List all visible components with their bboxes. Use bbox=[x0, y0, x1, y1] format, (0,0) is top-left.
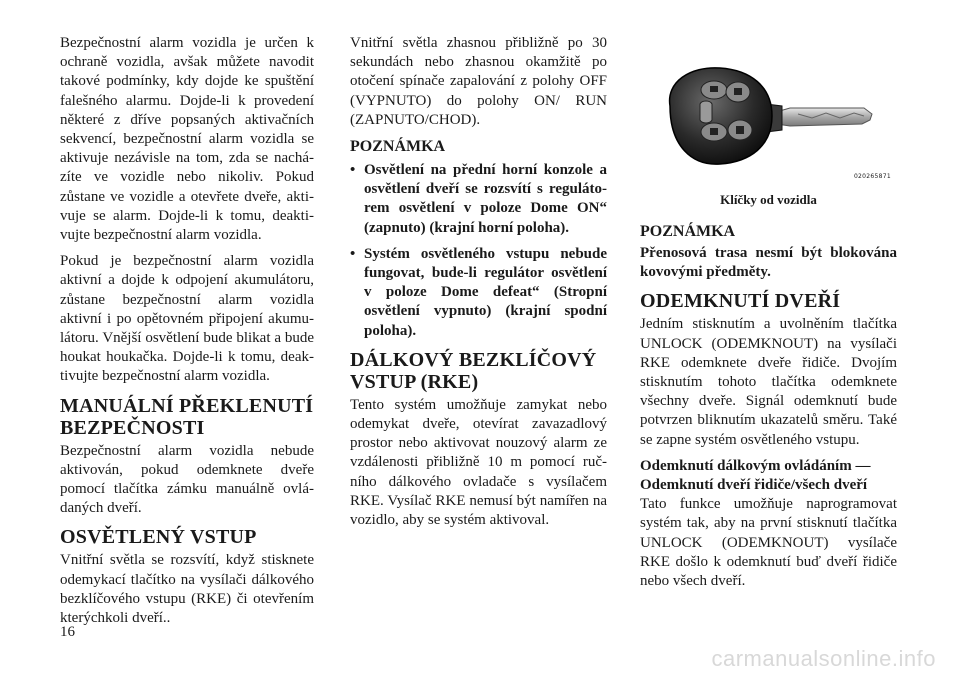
paragraph-false-alarm: Bezpečnostní alarm vozidla je určen k ochraně vozidla, avšak můžete navodit takové podmínky, kdy dojde ke spuštění falešného alarmu. Dojde-li k provedení některé z dříve popsaných aktivačních sekvencí, bezpečnostní alarm vozidla se aktivuje nezávisle na tom, zda se nacházíte ve vozidle nebo nikoliv. Pokud zůstane ve vozidle a otevřete dveře, aktivuje se alarm. Dojde-li k tomu, deaktivujte bezpečnostní alarm vozidla. bbox=[60, 35, 314, 244]
paragraph-battery: Pokud je bezpečnostní alarm vozidla aktivní a dojde k odpojení akumulátoru, zůstane bezpečnostní alarm vozidla aktivní i po opětovném připojení akumulátoru. Vnější osvětlení bude blikat a bude houkat houkačka. Dojde-li k tomu, deaktivujte bezpečnostní alarm vozidla. bbox=[60, 253, 314, 385]
figure-caption: Klíčky od vozidla bbox=[720, 192, 817, 207]
heading-unlock-doors: ODEMKNUTÍ DVEŘÍ bbox=[640, 290, 841, 313]
note-item: • Osvětlení na přední horní konzole a osvětlení dveří se rozsvítí s regulátorem osvětlení v poloze Dome ON“ (zapnuto) (krajní horní poloha). bbox=[350, 161, 607, 238]
subheading-driver-all-doors: Odemknutí dveří řidiče/všech dveří bbox=[640, 477, 868, 494]
note-list bbox=[350, 161, 607, 341]
paragraph-remote-unlock: Tato funkce umožňuje naprogramovat systém tak, aby na první stisknutí tlačítka UNLOCK (ODEMKNOUT) vysílače RKE došlo k odemknutí buď dveří řidiče nebo všech dveří. bbox=[640, 496, 897, 590]
note-item: • Systém osvětleného vstupu nebude fungovat, bude-li regulátor osvětlení v poloze Dome defeat“ (Stropní osvětlení vypnuto) (krajní spodní poloha). bbox=[350, 245, 607, 341]
figure-code: 020265871 bbox=[853, 173, 891, 180]
heading-manual-override: MANUÁLNÍ PŘEKLENUTÍ BEZPEČNOSTI bbox=[60, 394, 314, 439]
key-fob-figure bbox=[640, 46, 897, 186]
note-heading: POZNÁMKA bbox=[640, 223, 736, 240]
column-middle bbox=[350, 34, 607, 537]
note-text: Přenosová trasa nesmí být blokována kovovými předměty. bbox=[640, 245, 897, 281]
key-fob-icon bbox=[640, 46, 897, 186]
paragraph-lights-off: Vnitřní světla zhasnou přibližně po 30 sekundách nebo zhasnou okamžitě po otočení spínače zapalování z polohy OFF (VYPNUTO) do polohy ON/ RUN (ZAPNUTO/CHOD). bbox=[350, 35, 607, 128]
paragraph-unlock-doors: Jedním stisknutím a uvolněním tlačítka UNLOCK (ODEMKNOUT) na vysílači RKE odemknete dveře řidiče. Dvojím stisknutím tohoto tlačítka odemknete všechny dveře. Signál odemknutí bude potvrzen bliknutím ukazatelů směru. Také se zapne systém osvětleného vstupu. bbox=[640, 316, 897, 448]
heading-rke: DÁLKOVÝ BEZKLÍČOVÝ VSTUP (RKE) bbox=[350, 348, 597, 393]
heading-illuminated-entry: OSVĚTLENÝ VSTUP bbox=[60, 526, 257, 549]
column-left bbox=[60, 34, 314, 635]
column-right bbox=[640, 46, 897, 598]
subheading-remote-unlock: Odemknutí dálkovým ovládáním — bbox=[640, 457, 871, 474]
paragraph-rke: Tento systém umožňuje zamykat nebo odemykat dveře, otevírat zavazadlový prostor nebo aktivovat nouzový alarm ze vzdálenosti přibližně 10 m pomocí ručního dálkového ovladače s vysílačem RKE. Vysílač RKE nemusí být namířen na vozidlo, aby se systém aktivoval. bbox=[350, 396, 607, 529]
page-number: 16 bbox=[60, 624, 75, 640]
paragraph-manual-override: Bezpečnostní alarm vozidla nebude aktivován, pokud odemknete dveře pomocí tlačítka zámku manuálně ovládaných dveří. bbox=[60, 442, 314, 517]
note-heading: POZNÁMKA bbox=[350, 138, 446, 156]
paragraph-illuminated-entry: Vnitřní světla se rozsvítí, když stisknete odemykací tlačítko na vysílači dálkového bezklíčového vstupu (RKE) či otevřením kterýchkoli dveří.. bbox=[60, 552, 314, 627]
watermark-text: carmanualsonline.info bbox=[711, 646, 936, 671]
